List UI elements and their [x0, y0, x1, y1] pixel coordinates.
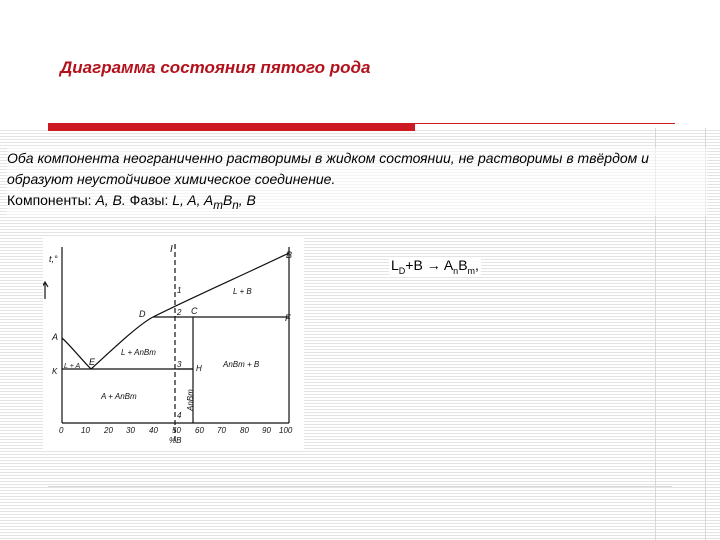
arrow-icon: → [426, 257, 441, 273]
phases-label: Фазы: [125, 192, 173, 208]
point-label: K [52, 367, 58, 376]
reaction-equation [389, 257, 481, 276]
reaction-text: +B [405, 257, 423, 273]
phase-text: L, A, A [172, 192, 214, 208]
region-label: L + A [64, 363, 81, 370]
point-label: D [139, 309, 146, 319]
point-label: F [285, 313, 291, 323]
phase-text: , B [238, 192, 256, 208]
region-label: AnBm + B [223, 360, 260, 369]
x-tick-label: 80 [240, 426, 249, 435]
components-line [7, 190, 707, 216]
region-label: A + AnBm [101, 392, 137, 401]
reaction-text: A [443, 257, 454, 273]
reaction-subscript: n [453, 265, 459, 276]
description-block [7, 148, 707, 216]
bottom-divider [48, 486, 672, 487]
x-axis-label: %B [169, 436, 182, 445]
level-label: 1 [177, 286, 182, 295]
x-tick-label: 40 [149, 426, 158, 435]
point-label: E [89, 357, 96, 367]
phase-subscript: n [232, 198, 239, 212]
point-label: B [286, 250, 293, 260]
title-accent-line [415, 123, 675, 124]
level-label: 4 [177, 411, 182, 420]
phase-subscript: m [213, 198, 223, 212]
phase-text: B [222, 192, 233, 208]
reaction-text: , [475, 257, 479, 273]
y-axis-label: t,° [49, 254, 58, 264]
point-label: A [52, 332, 59, 342]
region-label: L + AnBm [121, 348, 156, 357]
x-tick-label: 60 [195, 426, 204, 435]
x-tick-label: 90 [262, 426, 271, 435]
slide-title: Диаграмма состояния пятого рода [60, 58, 371, 77]
x-tick-label: 30 [126, 426, 135, 435]
phase-diagram-figure [43, 237, 304, 451]
reaction-text: B [458, 257, 468, 273]
region-label: L + B [233, 287, 252, 296]
reaction-subscript: m [467, 265, 476, 276]
level-label: 3 [177, 360, 182, 369]
phase-diagram [43, 237, 304, 451]
vertical-label: I [170, 244, 173, 255]
point-label: C [191, 306, 198, 316]
x-tick-label: 10 [81, 426, 90, 435]
compound-label: AnBm [186, 389, 195, 411]
x-tick-label: 50 [172, 426, 181, 435]
reaction-text: L [391, 257, 399, 273]
x-tick-label: 20 [104, 426, 113, 435]
point-label: H [196, 364, 202, 373]
x-tick-label: 0 [59, 426, 64, 435]
x-tick-label: 70 [217, 426, 226, 435]
x-tick-label: 100 [279, 426, 293, 435]
level-label: 2 [177, 308, 182, 317]
description-paragraph: Оба компонента неограниченно растворимы в жидком состоянии, не растворимы в твёрдом и образуют неустойчивое химическое соединение. [7, 150, 649, 187]
reaction-subscript: D [398, 265, 406, 276]
components-value: A, B. [95, 192, 126, 208]
title-accent-bar [48, 123, 415, 131]
phases-value [172, 192, 256, 212]
components-label: Компоненты: [7, 192, 96, 208]
